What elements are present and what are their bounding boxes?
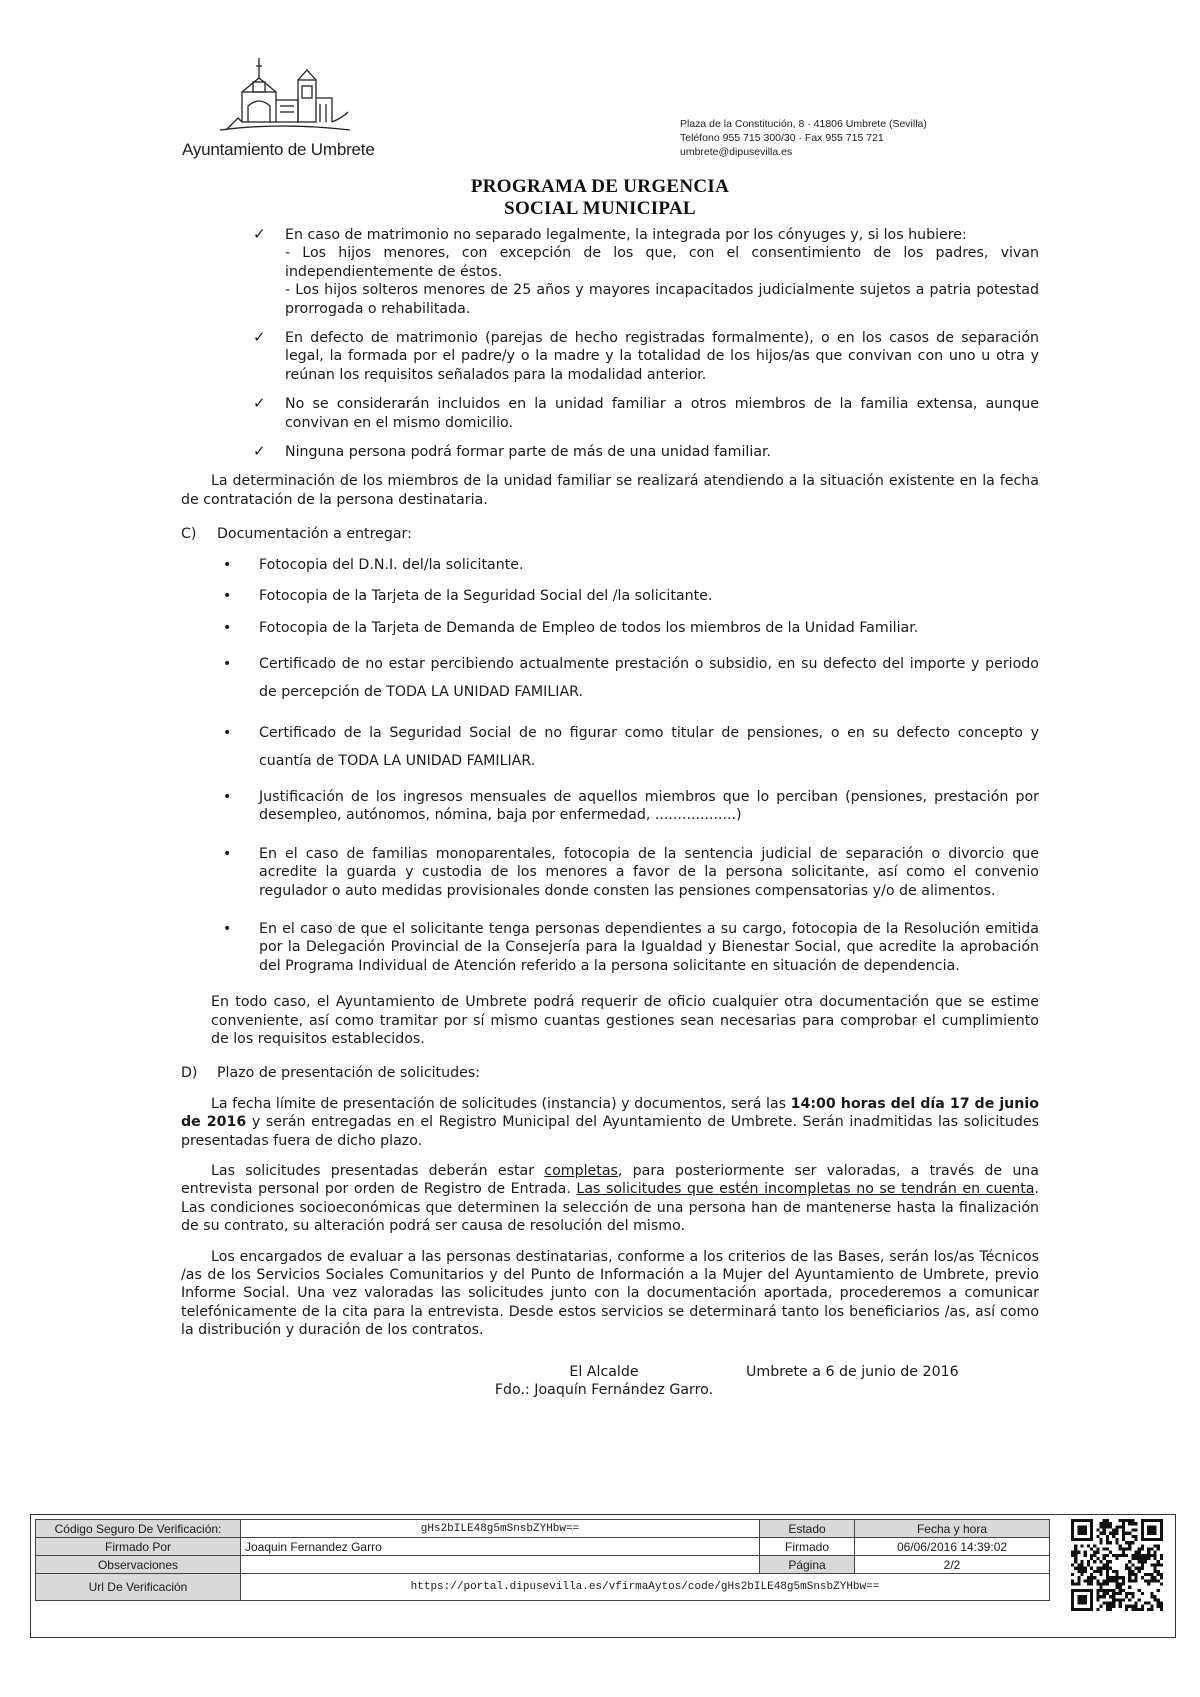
section-title: Documentación a entregar: [217,526,412,543]
document-list-item [223,788,1039,825]
firmado-por-label: Firmado Por [36,1538,241,1556]
evaluators-paragraph: Los encargados de evaluar a las personas destinatarias, conforme a los criterios de las Bases, serán los/as Técnicos /as de los Servicios Sociales Comunitarios y del Punto de Información a la Mujer del Ayuntamiento de Umbrete, previo Informe Social. Una vez valoradas las solicitudes junto con la documentación aportada, procederemos a comunicar telefónicamente de la cita para la entrevista. Desde estos servicios se determinará tanto los beneficiarios /as, así como la distribución y duración de los contratos. [181,1248,1039,1339]
document-list-item [223,920,1039,975]
unit-item-text: Ninguna persona podrá formar parte de más de una unidad familiar. [285,444,772,461]
document-list-item [223,587,1039,605]
documentation-closing: En todo caso, el Ayuntamiento de Umbrete podrá requerir de oficio cualquier otra documentación que se estime conveniente, así como tramitar por sí mismo cuantas gestiones sean necesarias para comprobar el cumplimiento de los requisitos establecidos. [211,994,1039,1047]
completeness-paragraph [181,1162,1039,1236]
document-title [0,176,1200,220]
pagina-value: 2/2 [855,1556,1050,1574]
signer [486,1363,722,1400]
town-hall-emblem-icon [220,52,370,138]
estado-value: Firmado [760,1538,855,1556]
section-d-heading [181,1064,997,1082]
signature-verification-box [30,1514,1176,1638]
list-item-text: Justificación de los ingresos mensuales de aquellos miembros que lo perciban (pensiones, prestación por desempleo, autónomos, nómina, baja por enfermedad, ..................) [259,788,1039,824]
determination-paragraph: La determinación de los miembros de la unidad familiar se realizará atendiendo a la situación existente en la fecha de contratación de la persona destinataria. [181,473,1039,508]
check-mark-icon: ✓ [253,442,266,461]
section-title: Plazo de presentación de solicitudes: [217,1065,481,1082]
bullet-icon: • [223,655,232,672]
observaciones-label: Observaciones [36,1556,241,1574]
list-item-text: Fotocopia del D.N.I. del/la solicitante. [259,556,524,573]
unit-item-subtext: - Los hijos solteros menores de 25 años y mayores incapacitados judicialmente sujetos a patria potestad prorrogada o rehabilitada. [285,282,1039,317]
address-line: Plaza de la Constitución, 8 · 41806 Umbrete (Sevilla) [680,118,927,130]
bullet-icon: • [223,845,232,862]
deadline-date: 14:00 horas del día 17 de junio de 2016 [181,1095,1039,1131]
completeness-emphasis: completas [544,1163,618,1179]
unit-item-subtext: - Los hijos menores, con excepción de los que, con el consentimiento de los padres, vivan independientemente de éstos. [285,245,1039,280]
list-item-text: En el caso de familias monoparentales, fotocopia de la sentencia judicial de separación o divorcio que acredite la guarda y custodia de los menores a favor de la persona solicitante, así como el convenio regulador o auto medidas provisionales donde consten las pensiones compensatorias y/o de alimentos. [259,845,1039,899]
unit-item-text: En caso de matrimonio no separado legalmente, la integrada por los cónyuges y, si los hubiere: [285,227,967,243]
completeness-text: , para posteriormente ser valoradas, a través de una entrevista personal por orden de Registro de Entrada. [181,1163,1039,1198]
unit-item-text: En defecto de matrimonio (parejas de hecho registradas formalmente), o en los casos de separación legal, la formada por el padre/y o la madre y la totalidad de los hijos/as que convivan con uno u otra y reúnan los requisitos señalados para la modalidad anterior. [285,330,1039,383]
completeness-text: . Las condiciones socioeconómicas que determinen la selección de una persona han de mantenerse hasta la finalización de su contrato, su alteración podrá ser causa de resolución del mismo. [181,1181,1039,1235]
place-date: Umbrete a 6 de junio de 2016 [746,1364,959,1380]
table-row [36,1574,1050,1601]
bullet-icon: • [223,556,232,573]
document-list-item [223,650,1039,706]
code-label: Código Seguro De Verificación: [36,1520,241,1538]
fecha-value: 06/06/2016 14:39:02 [855,1538,1050,1556]
qr-code-icon [1071,1519,1163,1611]
incomplete-warning: Las solicitudes que estén incompletas no se tendrán en cuenta [576,1181,1035,1198]
bullet-icon: • [223,724,232,741]
bullet-icon: • [223,920,232,937]
table-row [36,1538,1050,1556]
document-list-item [223,845,1039,900]
signer-name: Fdo.: Joaquín Fernández Garro. [494,1382,714,1399]
observaciones-value [241,1556,760,1574]
title-line-1: PROGRAMA DE URGENCIA [470,176,730,197]
logo-caption: Ayuntamiento de Umbrete [182,140,375,159]
verification-table [35,1519,1050,1601]
table-row [36,1520,1050,1538]
fecha-label: Fecha y hora [855,1520,1050,1538]
unit-item-text: No se considerarán incluidos en la unidad familiar a otros miembros de la familia extensa, aunque convivan en el mismo domicilio. [285,396,1039,431]
document-body [181,225,1039,1352]
bullet-icon: • [223,588,232,605]
table-row [36,1556,1050,1574]
list-item-text: Fotocopia de la Tarjeta de Demanda de Empleo de todos los miembros de la Unidad Familiar. [259,619,919,636]
document-list-item [223,719,1039,775]
list-item-text: Fotocopia de la Tarjeta de la Seguridad Social del /la solicitante. [259,588,713,605]
unit-item [223,329,1039,384]
signer-role: El Alcalde [569,1364,639,1380]
check-mark-icon: ✓ [253,225,266,243]
deadline-text: y serán entregadas en el Registro Municipal del Ayuntamiento de Umbrete. Serán inadmitidas las solicitudes presentadas fuera de dicho plazo. [181,1114,1039,1149]
estado-label: Estado [760,1520,855,1538]
bullet-icon: • [223,619,232,636]
title-line-2: SOCIAL MUNICIPAL [504,198,696,219]
deadline-text: La fecha límite de presentación de solicitudes (instancia) y documentos, será las [211,1095,791,1112]
list-item-text: Certificado de no estar percibiendo actualmente prestación o subsidio, en su defecto del importe y periodo de percepción de TODA LA UNIDAD FAMILIAR. [259,655,1039,700]
document-list-item [223,619,1039,637]
verification-url-link[interactable]: https://portal.dipusevilla.es/vfirmaAytos/code/gHs2bILE48g5mSnsbZYHbw== [241,1574,1050,1601]
code-value: gHs2bILE48g5mSnsbZYHbw== [241,1520,760,1538]
bullet-icon: • [223,788,232,805]
check-mark-icon: ✓ [253,394,266,413]
pagina-label: Página [760,1556,855,1574]
firmado-por-value: Joaquin Fernandez Garro [241,1538,760,1556]
completeness-text: Las solicitudes presentadas deberán estar [211,1163,545,1179]
list-item-text: Certificado de la Seguridad Social de no figurar como titular de pensiones, o en su defecto concepto y cuantía de TODA LA UNIDAD FAMILIAR. [259,724,1039,769]
municipal-logo [182,52,412,160]
check-mark-icon: ✓ [253,328,266,347]
url-label: Url De Verificación [36,1574,241,1601]
unit-item [223,395,1039,432]
document-list-item [223,556,1039,574]
phone-line: Teléfono 955 715 300/30 · Fax 955 715 721 [680,132,884,144]
deadline-paragraph [181,1095,1039,1150]
list-item-text: En el caso de que el solicitante tenga personas dependientes a su cargo, fotocopia de la Resolución emitida por la Delegación Provincial de la Consejería para la Igualdad y Bienestar Social, que acredite la aprobación del Programa Individual de Atención referido a la persona solicitante en situación de dependencia. [259,920,1039,974]
email-line: umbrete@dipusevilla.es [680,146,793,158]
unit-item [223,226,1039,318]
section-letter: C) [181,526,197,543]
section-c-heading [181,525,997,543]
section-letter: D) [181,1065,198,1082]
contact-address [680,117,927,159]
unit-item [223,443,1039,461]
